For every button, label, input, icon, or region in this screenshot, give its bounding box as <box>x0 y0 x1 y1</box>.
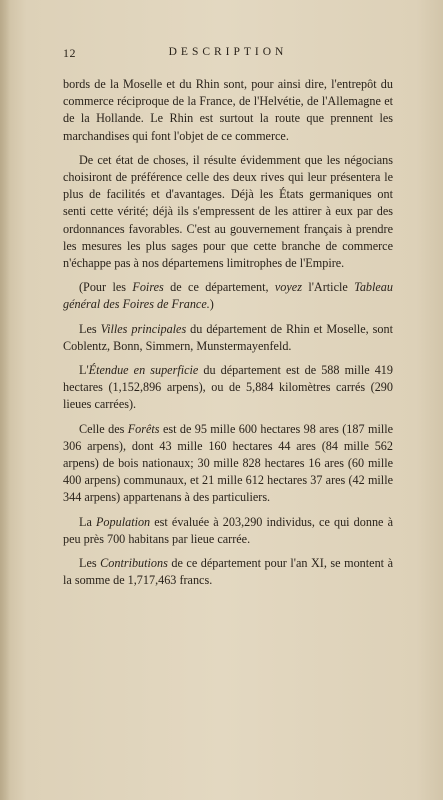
paragraph-commerce: bords de la Moselle et du Rhin sont, pour ainsi dire, l'entrepôt du commerce réciproque de la France, de l'Helvétie, de l'Allemagne et de la Hollande. Le Rhin est surtout la route que prennent les marchandises qui font l'objet de ce commerce. <box>63 77 393 143</box>
paragraph-forets <box>63 421 393 507</box>
paragraph-villes <box>63 321 393 355</box>
text-run: est de 95 mille 600 hectares 98 ares (187 mille 306 arpens), dont 43 mille 160 hectares 44 ares (84 mille 562 arpens) de bois nationaux; 30 mille 828 hectares 16 ares (60 mille 400 arpens) communaux, et 21 mille 612 hectares 37 ares (42 mille 344 arpens) appartenans à des particuliers. <box>63 421 394 505</box>
text-run: de ce département, <box>163 280 275 295</box>
italic-run: Foires <box>132 280 164 295</box>
text-run: de ce département pour l'an XI, se montent à la somme de 1,717,463 francs. <box>63 556 393 588</box>
running-title: DESCRIPTION <box>168 46 288 58</box>
page-number: 12 <box>63 46 76 60</box>
text-run: ) <box>209 297 214 312</box>
text-run: est évaluée à 203,290 individus, ce qui donne à peu près 700 habitans par lieue carrée. <box>63 514 393 546</box>
text-run: Celle des <box>79 421 128 436</box>
page-fold-shadow <box>0 0 10 800</box>
text-run: L' <box>79 363 89 378</box>
text-run: La <box>79 514 96 529</box>
text-run: Les <box>79 556 101 571</box>
text-run: l'Article <box>301 280 355 295</box>
italic-run: Tableau général des Foires de France. <box>63 280 393 312</box>
text-run: du département de Rhin et Moselle, sont Coblentz, Bonn, Simmern, Munstermayenfeld. <box>63 321 393 353</box>
paragraph-negocians: De cet état de choses, il résulte évidemment que les négocians choisiront de préférence celle des deux rives qui leur présentera le plus de facilités et d'avantages. Déjà les États germaniques ont senti cette vérité; déjà ils s'empressent de les attirer à eux par des ordonnances favorables. C'est au gouvernement français à prendre les mesures les plus sages pour que cette branche de commerce n'échappe pas à nos départemens limitrophes de l'Empire. <box>63 152 393 271</box>
paragraph-population <box>63 514 393 548</box>
italic-run: Étendue en superficie <box>88 363 199 378</box>
body-text <box>63 76 393 589</box>
paragraph-etendue <box>63 362 393 414</box>
italic-run: Villes principales <box>100 321 187 336</box>
italic-run: Population <box>95 514 151 529</box>
text-run: (Pour les <box>79 280 133 295</box>
text-run: du département est de 588 mille 419 hectares (1,152,896 arpens), ou de 5,884 kilomètres carrés (290 lieues carrées). <box>63 363 393 412</box>
paragraph-contributions <box>63 555 393 589</box>
italic-run: Contributions <box>100 556 168 571</box>
italic-run: Forêts <box>127 421 160 436</box>
italic-run: voyez <box>274 280 302 295</box>
text-run: Les <box>79 321 101 336</box>
paragraph-foires <box>63 279 393 313</box>
